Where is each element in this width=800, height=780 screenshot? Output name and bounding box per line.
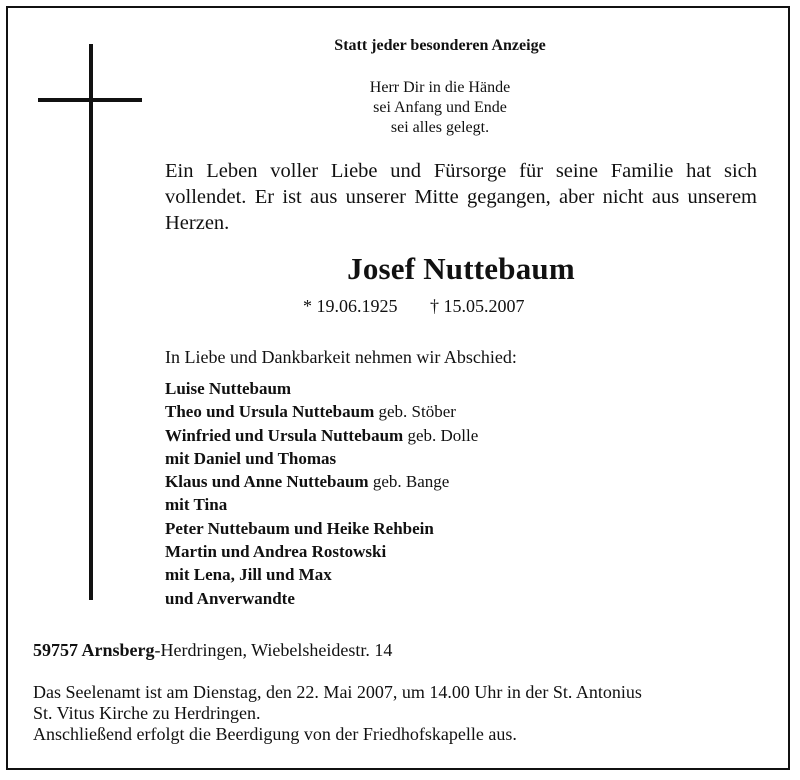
verse: [220, 78, 660, 138]
mourner-name: mit Tina: [165, 495, 228, 515]
mourner-row: [165, 400, 478, 423]
mourner-name: Luise Nuttebaum: [165, 379, 292, 398]
mourner-row: [165, 424, 478, 447]
mourner-list: [165, 377, 478, 610]
service-line: Das Seelenamt ist am Dienstag, den 22. Mai 2007, um 14.00 Uhr in der St. Antonius: [33, 682, 642, 702]
birth-date: * 19.06.1925: [303, 296, 398, 316]
mourner-row: [165, 587, 478, 610]
mourner-row: [165, 517, 478, 540]
service-line: St. Vitus Kirche zu Herdringen.: [33, 703, 261, 723]
mourner-note: geb. Bange: [372, 472, 450, 492]
address: [33, 640, 392, 661]
mourner-name: mit Daniel und Thomas: [165, 448, 337, 468]
mourner-row: [165, 493, 478, 516]
mourner-row: [165, 563, 478, 586]
cross-icon: [89, 44, 93, 600]
life-dates: [303, 296, 525, 317]
mourner-name: Peter Nuttebaum und Heike Rehbein: [165, 518, 434, 538]
intro-text: Ein Leben voller Liebe und Fürsorge für seine Familie hat sich vollendet. Er ist aus unserer Mitte gegangen, aber nicht aus unserem Herzen.: [165, 160, 757, 234]
verse-line: sei alles gelegt.: [390, 119, 490, 136]
service-line: Anschließend erfolgt die Beerdigung von der Friedhofskapelle aus.: [33, 724, 517, 744]
service-info: [33, 682, 763, 745]
mourner-row: [165, 540, 478, 563]
address-street: -Herdringen, Wiebelsheidestr. 14: [154, 640, 393, 660]
notice-header: Statt jeder besonderen Anzeige: [334, 37, 546, 54]
mourner-row: [165, 470, 478, 493]
farewell-line: In Liebe und Dankbarkeit nehmen wir Abschied:: [165, 347, 517, 367]
mourner-name: mit Lena, Jill und Max: [165, 565, 332, 585]
mourner-note: geb. Dolle: [407, 425, 479, 445]
mourner-row: [165, 447, 478, 470]
verse-line: sei Anfang und Ende: [373, 99, 507, 116]
mourner-name: Klaus und Anne Nuttebaum: [165, 472, 369, 492]
verse-line: Herr Dir in die Hände: [369, 79, 511, 96]
deceased-name: Josef Nuttebaum: [347, 251, 575, 286]
mourner-name: Martin und Andrea Rostowski: [165, 542, 387, 562]
mourner-note: geb. Stöber: [378, 402, 456, 422]
death-date: † 15.05.2007: [430, 296, 525, 316]
mourner-name: Winfried und Ursula Nuttebaum: [165, 425, 404, 445]
mourner-name: und Anverwandte: [165, 588, 295, 608]
mourner-row: [165, 377, 478, 400]
address-city: 59757 Arnsberg: [33, 640, 155, 660]
mourner-name: Theo und Ursula Nuttebaum: [165, 402, 375, 422]
cross-icon-bar: [38, 98, 142, 102]
